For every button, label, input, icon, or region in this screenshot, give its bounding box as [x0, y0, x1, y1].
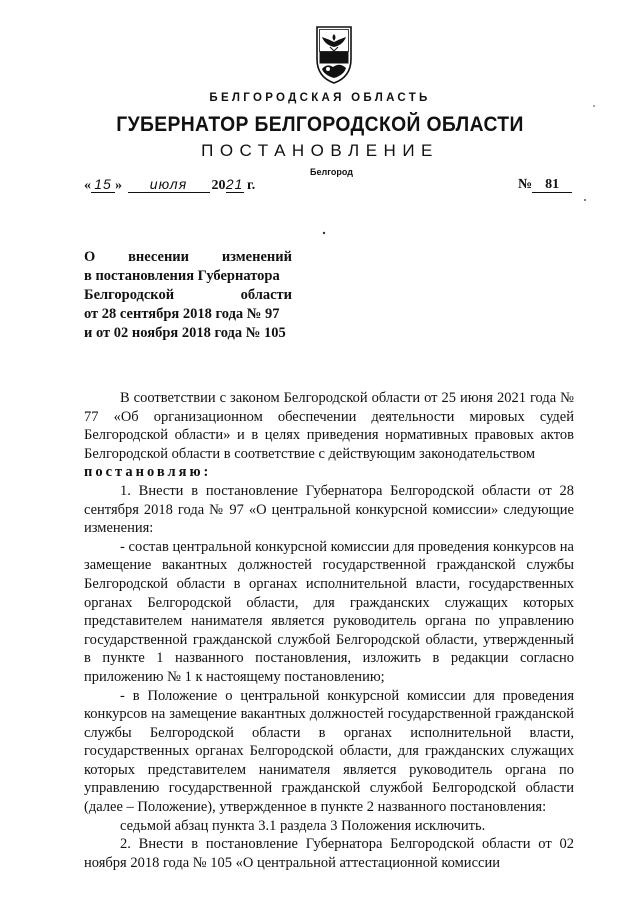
city-name: Белгород [310, 167, 353, 177]
subject-line-4: от 28 сентября 2018 года № 97 [84, 306, 280, 322]
scan-speck [583, 198, 587, 202]
body-paragraph-item-1-change-a: - состав центральной конкурсной комиссии для проведения конкурсов на замещение вакантных должностей государственной гражданской службы Белгородской области в органах исполнительной власти, государственных органах Белгородской области, для гражданских служащих которых представителем нанимателя является руководитель органа по управлению государственной гражданской службой Белгородской области, утвержденный в пункте 1 названного постановления, изложить в редакции согласно приложению № 1 к настоящему постановлению; [84, 538, 574, 685]
subject-word-o: О [84, 249, 96, 265]
coat-of-arms-emblem [313, 25, 355, 85]
governor-title: ГУБЕРНАТОР БЕЛГОРОДСКОЙ ОБЛАСТИ [116, 113, 524, 136]
document-body [84, 389, 574, 872]
body-paragraph-item-1-clause: седьмой абзац пункта 3.1 раздела 3 Положения исключить. [120, 817, 486, 834]
decree-word: постановляю: [84, 464, 212, 481]
scan-speck [592, 104, 596, 108]
document-type: ПОСТАНОВЛЕНИЕ [201, 141, 439, 160]
document-number [518, 177, 572, 193]
number-value: 81 [532, 177, 572, 193]
subject-word-izmeneniy: изменений [221, 249, 292, 265]
subject-line-2: в постановления Губернатора [84, 268, 280, 284]
number-label: № [518, 177, 533, 192]
body-paragraph-item-1: 1. Внести в постановление Губернатора Белгородской области от 28 сентября 2018 года № 97 «О центральной конкурсной комиссии» следующие изменения: [84, 482, 574, 537]
date-year-suffix: 21 [225, 176, 244, 192]
subject-word-vnesenii: внесении [128, 249, 190, 265]
subject-line-5: и от 02 ноября 2018 года № 105 [84, 325, 286, 341]
date-close-quote: » [115, 178, 122, 193]
date-month: июля [128, 177, 210, 193]
date-day: 15 [91, 177, 115, 193]
subject-word-oblasti: области [240, 287, 292, 303]
scan-speck [322, 231, 326, 235]
subject-word-belgorodskoy: Белгородской [84, 287, 175, 303]
date-line [84, 177, 255, 194]
subject-line-1 [84, 248, 292, 267]
subject-line-3 [84, 286, 292, 305]
body-paragraph-item-2: 2. Внести в постановление Губернатора Белгородской области от 02 ноября 2018 года № 105 «О центральной аттестационной комиссии [84, 836, 574, 871]
date-year-unit: г. [247, 178, 256, 193]
body-paragraph-preamble: В соответствии с законом Белгородской области от 25 июня 2021 года № 77 «Об организационном обеспечении деятельности мировых судей Белгородской области» и в целях приведения нормативных правовых актов Белгородской области в соответствие с действующим законодательством [84, 390, 574, 462]
body-paragraph-item-1-change-b: - в Положение о центральной конкурсной комиссии для проведения конкурсов на замещение вакантных должностей государственной гражданской службы Белгородской области в органах исполнительной власти, государственных органах Белгородской области, для гражданских служащих которых представителем нанимателя является руководитель органа по управлению государственной гражданской службой Белгородской области (далее – Положение), утвержденное в пункте 2 названного постановления: [84, 687, 574, 816]
region-name: БЕЛГОРОДСКАЯ ОБЛАСТЬ [209, 92, 431, 104]
document-subject [84, 248, 292, 343]
date-year-prefix: 20 [211, 178, 226, 193]
date-open-quote: « [84, 178, 91, 193]
